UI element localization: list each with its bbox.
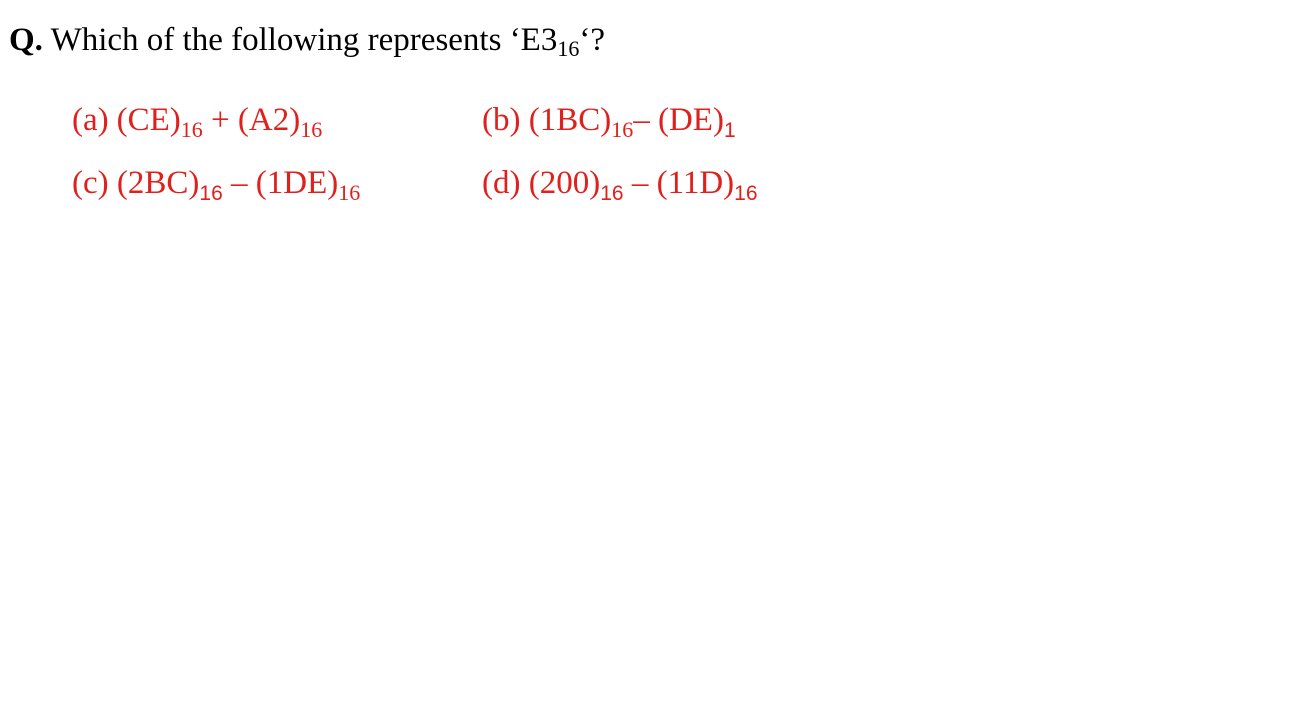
option-subscript-2: 16 (734, 182, 758, 205)
question-text (9, 20, 605, 60)
option-subscript-2: 16 (300, 117, 323, 142)
option-term-2: (DE) (657, 102, 724, 138)
option-label: (a) (72, 102, 109, 138)
option-subscript-2: 1 (723, 119, 736, 142)
option-operator: – (231, 165, 248, 201)
option-label: (c) (72, 165, 109, 201)
option-term-2: (11D) (656, 165, 735, 201)
option-term-2: (A2) (237, 102, 301, 138)
option-operator: – (631, 165, 649, 201)
option-operator: – (633, 102, 650, 138)
option-term-1: (200) (528, 165, 601, 201)
option-subscript-1: 16 (180, 117, 203, 142)
option-operator: + (211, 102, 230, 138)
option-subscript-2: 16 (338, 180, 361, 205)
question-label: Q. (9, 22, 43, 58)
option-c[interactable] (72, 163, 360, 203)
question-end: ‘? (579, 22, 605, 58)
option-term-2: (1DE) (255, 165, 339, 201)
option-subscript-1: 16 (611, 117, 634, 142)
question-body: Which of the following represents ‘E3 (50, 22, 558, 58)
option-subscript-1: 16 (199, 182, 223, 205)
option-subscript-1: 16 (600, 182, 624, 205)
option-term-1: (CE) (116, 102, 181, 138)
option-label: (d) (482, 165, 521, 201)
option-a[interactable] (72, 100, 322, 140)
option-label: (b) (482, 102, 521, 138)
option-b[interactable] (482, 100, 736, 140)
question-subscript: 16 (557, 36, 580, 61)
option-term-1: (2BC) (116, 165, 200, 201)
option-d[interactable] (482, 163, 758, 203)
option-term-1: (1BC) (528, 102, 612, 138)
